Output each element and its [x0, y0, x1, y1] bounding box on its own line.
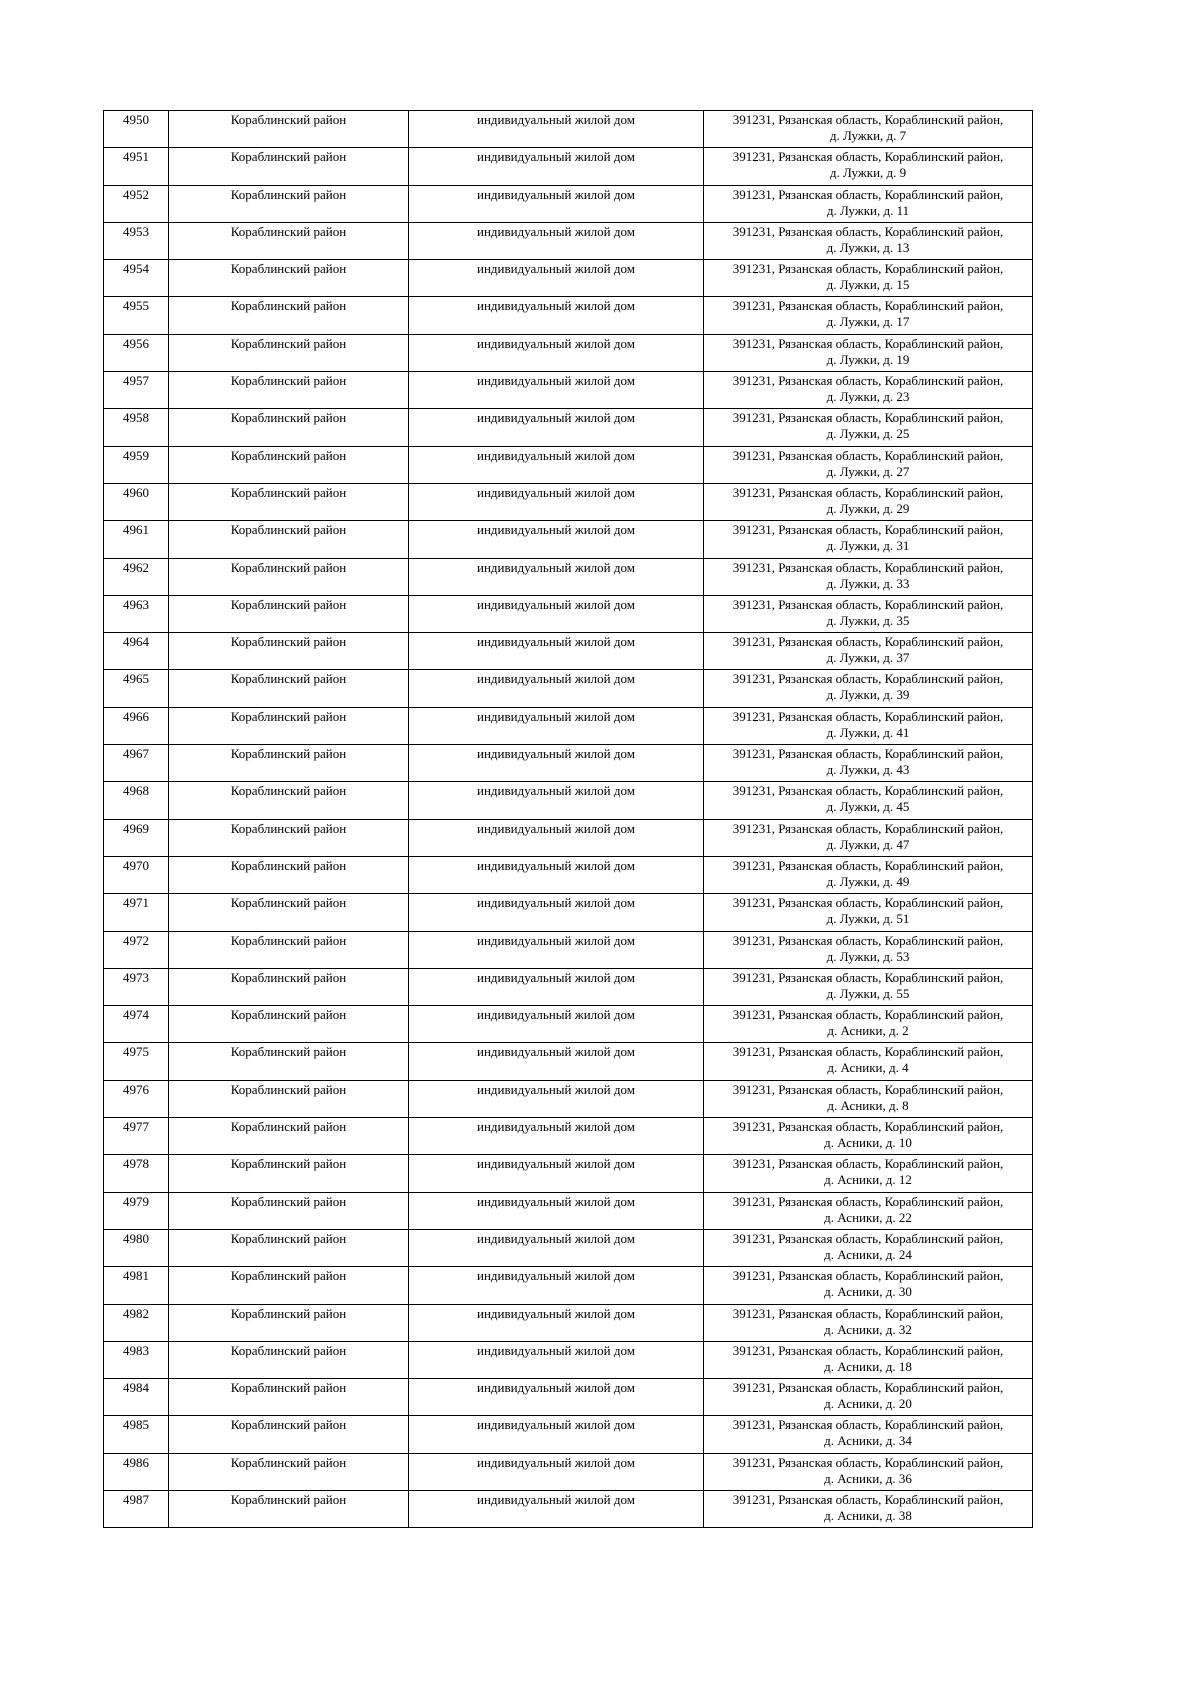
address-cell: [704, 819, 1033, 856]
object-type-cell: индивидуальный жилой дом: [409, 856, 704, 893]
district-cell: Кораблинский район: [169, 1453, 409, 1490]
address-line-2: д. Лужки, д. 37: [826, 650, 910, 666]
address-cell: [704, 297, 1033, 334]
object-type-cell: индивидуальный жилой дом: [409, 409, 704, 446]
address-line-1: 391231, Рязанская область, Кораблинский район,: [732, 1454, 1004, 1470]
table-row: [104, 707, 1033, 744]
district-cell: Кораблинский район: [169, 111, 409, 148]
object-type-cell: индивидуальный жилой дом: [409, 446, 704, 483]
object-type-cell: индивидуальный жилой дом: [409, 782, 704, 819]
address-cell: [704, 1006, 1033, 1043]
district-cell: Кораблинский район: [169, 1379, 409, 1416]
address-cell: [704, 260, 1033, 297]
row-number: 4982: [104, 1304, 169, 1341]
address-line-2: д. Асники, д. 32: [824, 1321, 912, 1337]
district-cell: Кораблинский район: [169, 148, 409, 185]
address-line-1: 391231, Рязанская область, Кораблинский район,: [732, 1380, 1004, 1396]
object-type-cell: индивидуальный жилой дом: [409, 894, 704, 931]
address-line-2: д. Лужки, д. 39: [826, 687, 910, 703]
address-line-2: д. Асники, д. 22: [824, 1209, 912, 1225]
object-type-cell: индивидуальный жилой дом: [409, 1304, 704, 1341]
address-cell: [704, 1267, 1033, 1304]
address-line-2: д. Лужки, д. 15: [826, 277, 910, 293]
address-line-2: д. Лужки, д. 23: [826, 389, 910, 405]
address-line-1: 391231, Рязанская область, Кораблинский район,: [732, 1305, 1004, 1321]
address-cell: [704, 1155, 1033, 1192]
address-cell: [704, 1341, 1033, 1378]
address-line-2: д. Лужки, д. 33: [826, 575, 910, 591]
address-cell: [704, 595, 1033, 632]
address-cell: [704, 968, 1033, 1005]
object-type-cell: индивидуальный жилой дом: [409, 1453, 704, 1490]
object-type-cell: индивидуальный жилой дом: [409, 1043, 704, 1080]
address-line-2: д. Лужки, д. 19: [826, 351, 910, 367]
address-line-2: д. Лужки, д. 17: [826, 314, 910, 330]
object-type-cell: индивидуальный жилой дом: [409, 1080, 704, 1117]
address-cell: [704, 446, 1033, 483]
district-cell: Кораблинский район: [169, 670, 409, 707]
address-line-1: 391231, Рязанская область, Кораблинский район,: [732, 1081, 1004, 1097]
address-line-1: 391231, Рязанская область, Кораблинский район,: [732, 1044, 1004, 1060]
table-row: [104, 334, 1033, 371]
row-number: 4980: [104, 1229, 169, 1266]
address-cell: [704, 633, 1033, 670]
table-row: [104, 670, 1033, 707]
address-line-2: д. Асники, д. 8: [827, 1097, 909, 1113]
object-type-cell: индивидуальный жилой дом: [409, 595, 704, 632]
object-type-cell: индивидуальный жилой дом: [409, 633, 704, 670]
row-number: 4954: [104, 260, 169, 297]
address-line-2: д. Асники, д. 30: [824, 1284, 912, 1300]
table-row: [104, 297, 1033, 334]
table-row: [104, 633, 1033, 670]
address-cell: [704, 185, 1033, 222]
address-cell: [704, 409, 1033, 446]
address-line-2: д. Асники, д. 20: [824, 1396, 912, 1412]
address-cell: [704, 111, 1033, 148]
address-line-1: 391231, Рязанская область, Кораблинский район,: [732, 596, 1004, 612]
object-type-cell: индивидуальный жилой дом: [409, 148, 704, 185]
object-type-cell: индивидуальный жилой дом: [409, 185, 704, 222]
district-cell: Кораблинский район: [169, 1080, 409, 1117]
address-line-1: 391231, Рязанская область, Кораблинский район,: [732, 410, 1004, 426]
address-cell: [704, 148, 1033, 185]
address-line-1: 391231, Рязанская область, Кораблинский район,: [732, 484, 1004, 500]
address-cell: [704, 1080, 1033, 1117]
row-number: 4972: [104, 931, 169, 968]
table-row: [104, 260, 1033, 297]
address-line-2: д. Асники, д. 4: [827, 1060, 909, 1076]
object-type-cell: индивидуальный жилой дом: [409, 968, 704, 1005]
table-row: [104, 185, 1033, 222]
district-cell: Кораблинский район: [169, 1229, 409, 1266]
table-row: [104, 1416, 1033, 1453]
district-cell: Кораблинский район: [169, 1006, 409, 1043]
address-line-1: 391231, Рязанская область, Кораблинский район,: [732, 932, 1004, 948]
row-number: 4960: [104, 483, 169, 520]
object-type-cell: индивидуальный жилой дом: [409, 1416, 704, 1453]
address-line-1: 391231, Рязанская область, Кораблинский район,: [732, 671, 1004, 687]
district-cell: Кораблинский район: [169, 1341, 409, 1378]
address-line-1: 391231, Рязанская область, Кораблинский район,: [732, 298, 1004, 314]
table-row: [104, 1379, 1033, 1416]
object-type-cell: индивидуальный жилой дом: [409, 931, 704, 968]
district-cell: Кораблинский район: [169, 1118, 409, 1155]
row-number: 4977: [104, 1118, 169, 1155]
table-row: [104, 446, 1033, 483]
address-line-1: 391231, Рязанская область, Кораблинский район,: [732, 1417, 1004, 1433]
row-number: 4981: [104, 1267, 169, 1304]
object-type-cell: индивидуальный жилой дом: [409, 1229, 704, 1266]
object-type-cell: индивидуальный жилой дом: [409, 1192, 704, 1229]
address-line-2: д. Асники, д. 18: [824, 1358, 912, 1374]
district-cell: Кораблинский район: [169, 745, 409, 782]
address-line-1: 391231, Рязанская область, Кораблинский район,: [732, 895, 1004, 911]
address-cell: [704, 1379, 1033, 1416]
address-cell: [704, 1416, 1033, 1453]
row-number: 4962: [104, 558, 169, 595]
address-line-1: 391231, Рязанская область, Кораблинский район,: [732, 746, 1004, 762]
address-line-1: 391231, Рязанская область, Кораблинский район,: [732, 783, 1004, 799]
address-line-2: д. Асники, д. 2: [827, 1023, 909, 1039]
address-line-1: 391231, Рязанская область, Кораблинский район,: [732, 223, 1004, 239]
address-line-1: 391231, Рязанская область, Кораблинский район,: [732, 1491, 1004, 1507]
district-cell: Кораблинский район: [169, 819, 409, 856]
table-row: [104, 745, 1033, 782]
address-line-2: д. Лужки, д. 43: [826, 762, 910, 778]
district-cell: Кораблинский район: [169, 260, 409, 297]
row-number: 4964: [104, 633, 169, 670]
address-line-2: д. Асники, д. 24: [824, 1246, 912, 1262]
row-number: 4976: [104, 1080, 169, 1117]
row-number: 4971: [104, 894, 169, 931]
district-cell: Кораблинский район: [169, 297, 409, 334]
row-number: 4969: [104, 819, 169, 856]
district-cell: Кораблинский район: [169, 1155, 409, 1192]
row-number: 4952: [104, 185, 169, 222]
row-number: 4958: [104, 409, 169, 446]
row-number: 4951: [104, 148, 169, 185]
table-row: [104, 782, 1033, 819]
address-line-1: 391231, Рязанская область, Кораблинский район,: [732, 1007, 1004, 1023]
district-cell: Кораблинский район: [169, 409, 409, 446]
table-row: [104, 558, 1033, 595]
row-number: 4966: [104, 707, 169, 744]
address-line-2: д. Асники, д. 36: [824, 1470, 912, 1486]
row-number: 4984: [104, 1379, 169, 1416]
address-line-2: д. Лужки, д. 55: [826, 985, 910, 1001]
address-line-2: д. Лужки, д. 11: [826, 202, 910, 218]
address-line-2: д. Лужки, д. 29: [826, 500, 910, 516]
object-type-cell: индивидуальный жилой дом: [409, 334, 704, 371]
address-cell: [704, 707, 1033, 744]
table-row: [104, 1080, 1033, 1117]
address-cell: [704, 521, 1033, 558]
row-number: 4953: [104, 222, 169, 259]
address-line-2: д. Лужки, д. 45: [826, 799, 910, 815]
address-line-2: д. Асники, д. 38: [824, 1507, 912, 1523]
row-number: 4985: [104, 1416, 169, 1453]
table-row: [104, 819, 1033, 856]
address-cell: [704, 558, 1033, 595]
table-row: [104, 894, 1033, 931]
address-cell: [704, 372, 1033, 409]
address-line-1: 391231, Рязанская область, Кораблинский район,: [732, 522, 1004, 538]
district-cell: Кораблинский район: [169, 1192, 409, 1229]
address-line-2: д. Асники, д. 12: [824, 1172, 912, 1188]
address-line-1: 391231, Рязанская область, Кораблинский район,: [732, 820, 1004, 836]
row-number: 4965: [104, 670, 169, 707]
table-row: [104, 1229, 1033, 1266]
address-line-2: д. Лужки, д. 41: [826, 724, 910, 740]
object-type-cell: индивидуальный жилой дом: [409, 297, 704, 334]
table-row: [104, 1006, 1033, 1043]
district-cell: Кораблинский район: [169, 185, 409, 222]
district-cell: Кораблинский район: [169, 222, 409, 259]
address-line-1: 391231, Рязанская область, Кораблинский район,: [732, 447, 1004, 463]
address-line-1: 391231, Рязанская область, Кораблинский район,: [732, 1156, 1004, 1172]
address-cell: [704, 856, 1033, 893]
row-number: 4967: [104, 745, 169, 782]
row-number: 4978: [104, 1155, 169, 1192]
address-line-1: 391231, Рязанская область, Кораблинский район,: [732, 1268, 1004, 1284]
address-cell: [704, 1192, 1033, 1229]
address-line-1: 391231, Рязанская область, Кораблинский район,: [732, 1193, 1004, 1209]
address-line-1: 391231, Рязанская область, Кораблинский район,: [732, 559, 1004, 575]
object-type-cell: индивидуальный жилой дом: [409, 111, 704, 148]
district-cell: Кораблинский район: [169, 931, 409, 968]
table-row: [104, 222, 1033, 259]
object-type-cell: индивидуальный жилой дом: [409, 521, 704, 558]
object-type-cell: индивидуальный жилой дом: [409, 1118, 704, 1155]
table-row: [104, 931, 1033, 968]
row-number: 4987: [104, 1490, 169, 1527]
table-row: [104, 1267, 1033, 1304]
address-line-2: д. Лужки, д. 49: [826, 873, 910, 889]
object-type-cell: индивидуальный жилой дом: [409, 1155, 704, 1192]
table-row: [104, 1453, 1033, 1490]
row-number: 4986: [104, 1453, 169, 1490]
address-line-1: 391231, Рязанская область, Кораблинский район,: [732, 634, 1004, 650]
row-number: 4974: [104, 1006, 169, 1043]
address-cell: [704, 1118, 1033, 1155]
table-row: [104, 372, 1033, 409]
row-number: 4970: [104, 856, 169, 893]
district-cell: Кораблинский район: [169, 633, 409, 670]
object-type-cell: индивидуальный жилой дом: [409, 1006, 704, 1043]
table-row: [104, 521, 1033, 558]
object-type-cell: индивидуальный жилой дом: [409, 707, 704, 744]
address-line-1: 391231, Рязанская область, Кораблинский район,: [732, 708, 1004, 724]
object-type-cell: индивидуальный жилой дом: [409, 1341, 704, 1378]
row-number: 4963: [104, 595, 169, 632]
address-cell: [704, 222, 1033, 259]
address-line-1: 391231, Рязанская область, Кораблинский район,: [732, 1342, 1004, 1358]
district-cell: Кораблинский район: [169, 1043, 409, 1080]
address-cell: [704, 745, 1033, 782]
object-type-cell: индивидуальный жилой дом: [409, 745, 704, 782]
address-line-2: д. Лужки, д. 25: [826, 426, 910, 442]
district-cell: Кораблинский район: [169, 1416, 409, 1453]
address-line-2: д. Лужки, д. 31: [826, 538, 910, 554]
district-cell: Кораблинский район: [169, 1267, 409, 1304]
row-number: 4968: [104, 782, 169, 819]
address-line-1: 391231, Рязанская область, Кораблинский район,: [732, 1230, 1004, 1246]
district-cell: Кораблинский район: [169, 782, 409, 819]
address-cell: [704, 1043, 1033, 1080]
row-number: 4957: [104, 372, 169, 409]
address-cell: [704, 670, 1033, 707]
table-row: [104, 1304, 1033, 1341]
address-cell: [704, 894, 1033, 931]
district-cell: Кораблинский район: [169, 372, 409, 409]
address-line-1: 391231, Рязанская область, Кораблинский район,: [732, 186, 1004, 202]
address-line-1: 391231, Рязанская область, Кораблинский район,: [732, 112, 1004, 127]
object-type-cell: индивидуальный жилой дом: [409, 372, 704, 409]
row-number: 4975: [104, 1043, 169, 1080]
district-cell: Кораблинский район: [169, 707, 409, 744]
table-row: [104, 111, 1033, 148]
address-cell: [704, 334, 1033, 371]
address-line-2: д. Лужки, д. 27: [826, 463, 910, 479]
table-row: [104, 1341, 1033, 1378]
address-line-2: д. Лужки, д. 13: [826, 239, 910, 255]
address-line-1: 391231, Рязанская область, Кораблинский район,: [732, 335, 1004, 351]
object-type-cell: индивидуальный жилой дом: [409, 1490, 704, 1527]
address-cell: [704, 1304, 1033, 1341]
address-line-2: д. Лужки, д. 53: [826, 948, 910, 964]
row-number: 4961: [104, 521, 169, 558]
table-row: [104, 1192, 1033, 1229]
row-number: 4950: [104, 111, 169, 148]
row-number: 4979: [104, 1192, 169, 1229]
row-number: 4973: [104, 968, 169, 1005]
address-cell: [704, 1229, 1033, 1266]
row-number: 4983: [104, 1341, 169, 1378]
table-row: [104, 1118, 1033, 1155]
address-line-1: 391231, Рязанская область, Кораблинский район,: [732, 373, 1004, 389]
table-row: [104, 1155, 1033, 1192]
district-cell: Кораблинский район: [169, 1490, 409, 1527]
address-line-2: д. Лужки, д. 7: [829, 128, 907, 143]
district-cell: Кораблинский район: [169, 1304, 409, 1341]
address-cell: [704, 782, 1033, 819]
table-row: [104, 148, 1033, 185]
address-line-2: д. Лужки, д. 9: [829, 165, 907, 181]
table-body: [104, 111, 1033, 1528]
address-line-2: д. Лужки, д. 51: [826, 911, 910, 927]
address-line-1: 391231, Рязанская область, Кораблинский район,: [732, 149, 1004, 165]
address-line-1: 391231, Рязанская область, Кораблинский район,: [732, 969, 1004, 985]
district-cell: Кораблинский район: [169, 483, 409, 520]
district-cell: Кораблинский район: [169, 856, 409, 893]
district-cell: Кораблинский район: [169, 894, 409, 931]
table-row: [104, 483, 1033, 520]
address-cell: [704, 483, 1033, 520]
address-cell: [704, 1490, 1033, 1527]
address-line-1: 391231, Рязанская область, Кораблинский район,: [732, 261, 1004, 277]
district-cell: Кораблинский район: [169, 446, 409, 483]
district-cell: Кораблинский район: [169, 968, 409, 1005]
address-cell: [704, 931, 1033, 968]
object-type-cell: индивидуальный жилой дом: [409, 670, 704, 707]
object-type-cell: индивидуальный жилой дом: [409, 1379, 704, 1416]
address-line-1: 391231, Рязанская область, Кораблинский район,: [732, 1119, 1004, 1135]
row-number: 4956: [104, 334, 169, 371]
table-row: [104, 856, 1033, 893]
table-row: [104, 1490, 1033, 1527]
object-type-cell: индивидуальный жилой дом: [409, 222, 704, 259]
address-line-2: д. Лужки, д. 35: [826, 612, 910, 628]
object-type-cell: индивидуальный жилой дом: [409, 558, 704, 595]
table-row: [104, 595, 1033, 632]
district-cell: Кораблинский район: [169, 595, 409, 632]
property-table: [103, 110, 1033, 1528]
table-row: [104, 409, 1033, 446]
table-row: [104, 1043, 1033, 1080]
object-type-cell: индивидуальный жилой дом: [409, 483, 704, 520]
object-type-cell: индивидуальный жилой дом: [409, 819, 704, 856]
district-cell: Кораблинский район: [169, 521, 409, 558]
row-number: 4955: [104, 297, 169, 334]
district-cell: Кораблинский район: [169, 334, 409, 371]
address-line-2: д. Асники, д. 10: [824, 1135, 912, 1151]
district-cell: Кораблинский район: [169, 558, 409, 595]
row-number: 4959: [104, 446, 169, 483]
object-type-cell: индивидуальный жилой дом: [409, 260, 704, 297]
table-row: [104, 968, 1033, 1005]
address-line-1: 391231, Рязанская область, Кораблинский район,: [732, 857, 1004, 873]
address-line-2: д. Лужки, д. 47: [826, 836, 910, 852]
address-cell: [704, 1453, 1033, 1490]
address-line-2: д. Асники, д. 34: [824, 1433, 912, 1449]
object-type-cell: индивидуальный жилой дом: [409, 1267, 704, 1304]
